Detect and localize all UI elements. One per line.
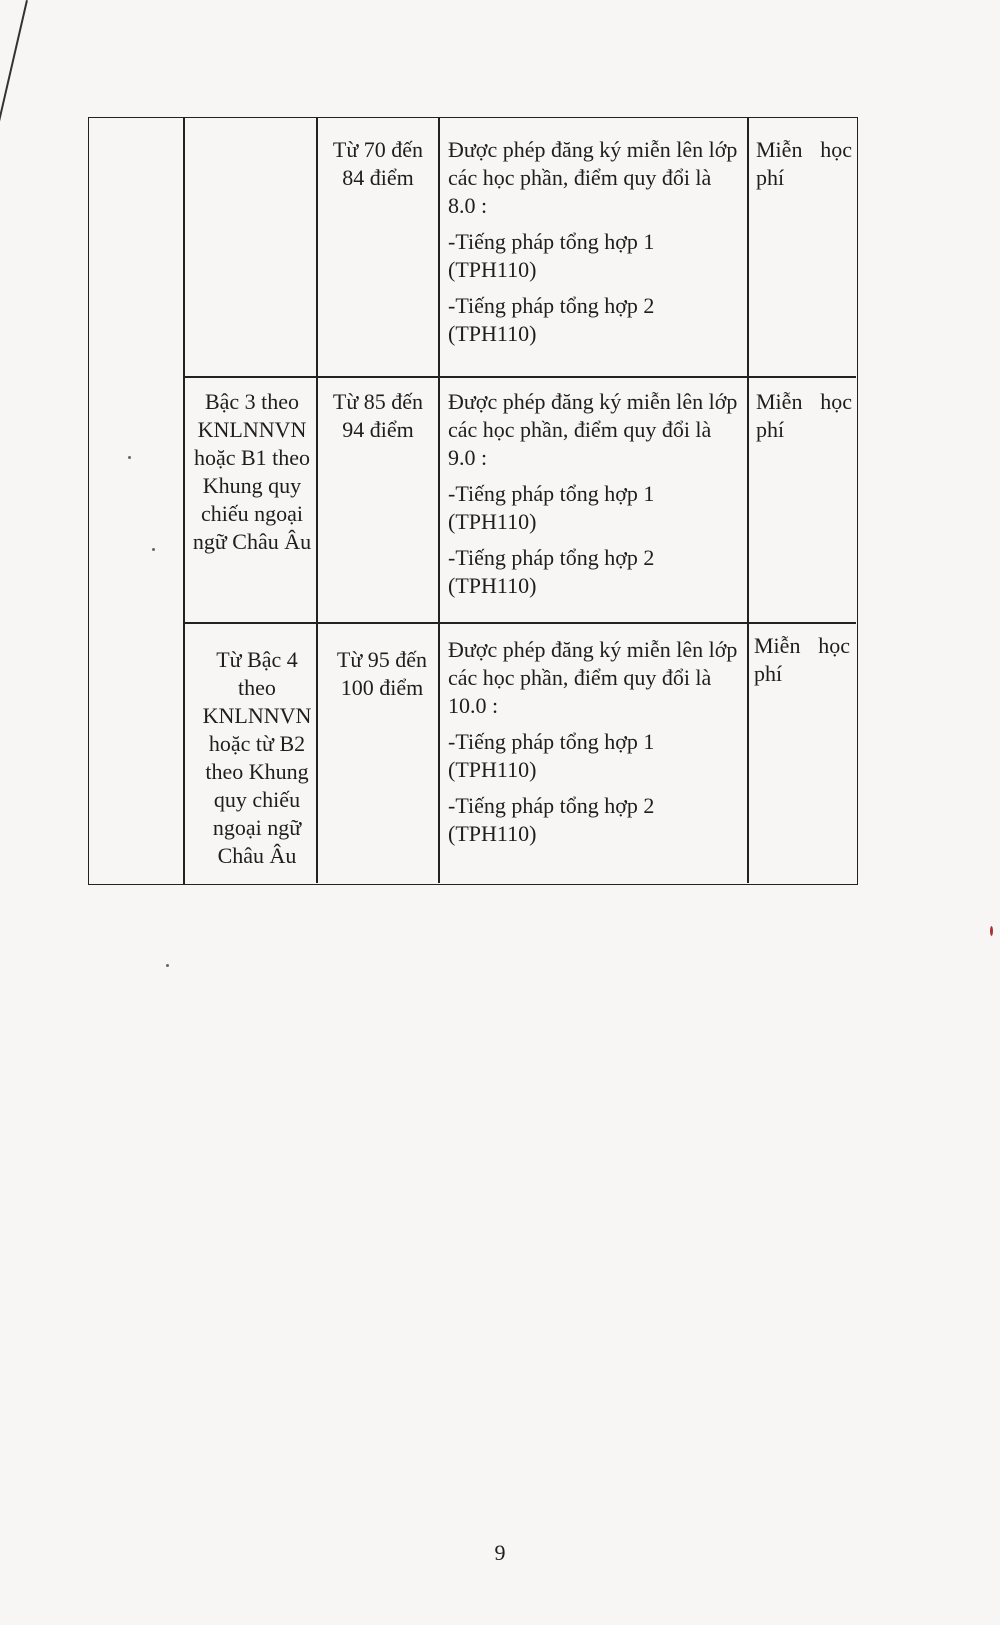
fee-word: học bbox=[818, 633, 850, 658]
table-cell-description bbox=[448, 636, 740, 856]
table-column-divider bbox=[747, 118, 749, 883]
description-course: -Tiếng pháp tổng hợp 1 (TPH110) bbox=[448, 229, 655, 282]
fee-word: phí bbox=[756, 417, 785, 442]
description-course: -Tiếng pháp tổng hợp 2 (TPH110) bbox=[448, 293, 655, 346]
fee-word: Miễn bbox=[756, 137, 803, 162]
scan-speck bbox=[990, 926, 993, 936]
fee-word: phí bbox=[756, 165, 785, 190]
table-cell-level: Từ Bậc 4 theo KNLNNVN hoặc từ B2 theo Khung quy chiếu ngoại ngữ Châu Âu bbox=[202, 647, 312, 868]
description-intro: Được phép đăng ký miễn lên lớp các học phần, điểm quy đổi là 8.0 : bbox=[448, 137, 738, 218]
page-number: 9 bbox=[494, 1540, 506, 1565]
table-cell-score: Từ 70 đến 84 điểm bbox=[332, 137, 424, 190]
description-intro: Được phép đăng ký miễn lên lớp các học phần, điểm quy đổi là 10.0 : bbox=[448, 637, 738, 718]
table-cell-fee bbox=[756, 388, 852, 444]
description-course: -Tiếng pháp tổng hợp 2 (TPH110) bbox=[448, 545, 655, 598]
fee-word: học bbox=[820, 389, 852, 414]
table-row-divider bbox=[184, 376, 856, 378]
table-cell-score: Từ 85 đến 94 điểm bbox=[332, 389, 424, 442]
table-column-divider bbox=[316, 118, 318, 883]
table-column-divider bbox=[183, 118, 185, 884]
fee-word: học bbox=[820, 137, 852, 162]
description-course: -Tiếng pháp tổng hợp 2 (TPH110) bbox=[448, 793, 655, 846]
table-cell-score: Từ 95 đến 100 điểm bbox=[336, 647, 428, 700]
fee-word: Miễn bbox=[754, 633, 801, 658]
scan-edge-line bbox=[0, 0, 28, 127]
scan-speck bbox=[166, 964, 169, 967]
table-column-divider bbox=[438, 118, 440, 883]
table-cell-fee bbox=[756, 136, 852, 192]
table-cell-description bbox=[448, 388, 740, 608]
description-course: -Tiếng pháp tổng hợp 1 (TPH110) bbox=[448, 729, 655, 782]
table-row-divider bbox=[184, 622, 856, 624]
description-course: -Tiếng pháp tổng hợp 1 (TPH110) bbox=[448, 481, 655, 534]
fee-word: Miễn bbox=[756, 389, 803, 414]
description-intro: Được phép đăng ký miễn lên lớp các học phần, điểm quy đổi là 9.0 : bbox=[448, 389, 738, 470]
table-cell-description bbox=[448, 136, 740, 356]
fee-word: phí bbox=[754, 661, 783, 686]
table-cell-fee bbox=[754, 632, 850, 688]
table-cell-level: Bậc 3 theo KNLNNVN hoặc B1 theo Khung quy chiếu ngoại ngữ Châu Âu bbox=[192, 389, 312, 554]
